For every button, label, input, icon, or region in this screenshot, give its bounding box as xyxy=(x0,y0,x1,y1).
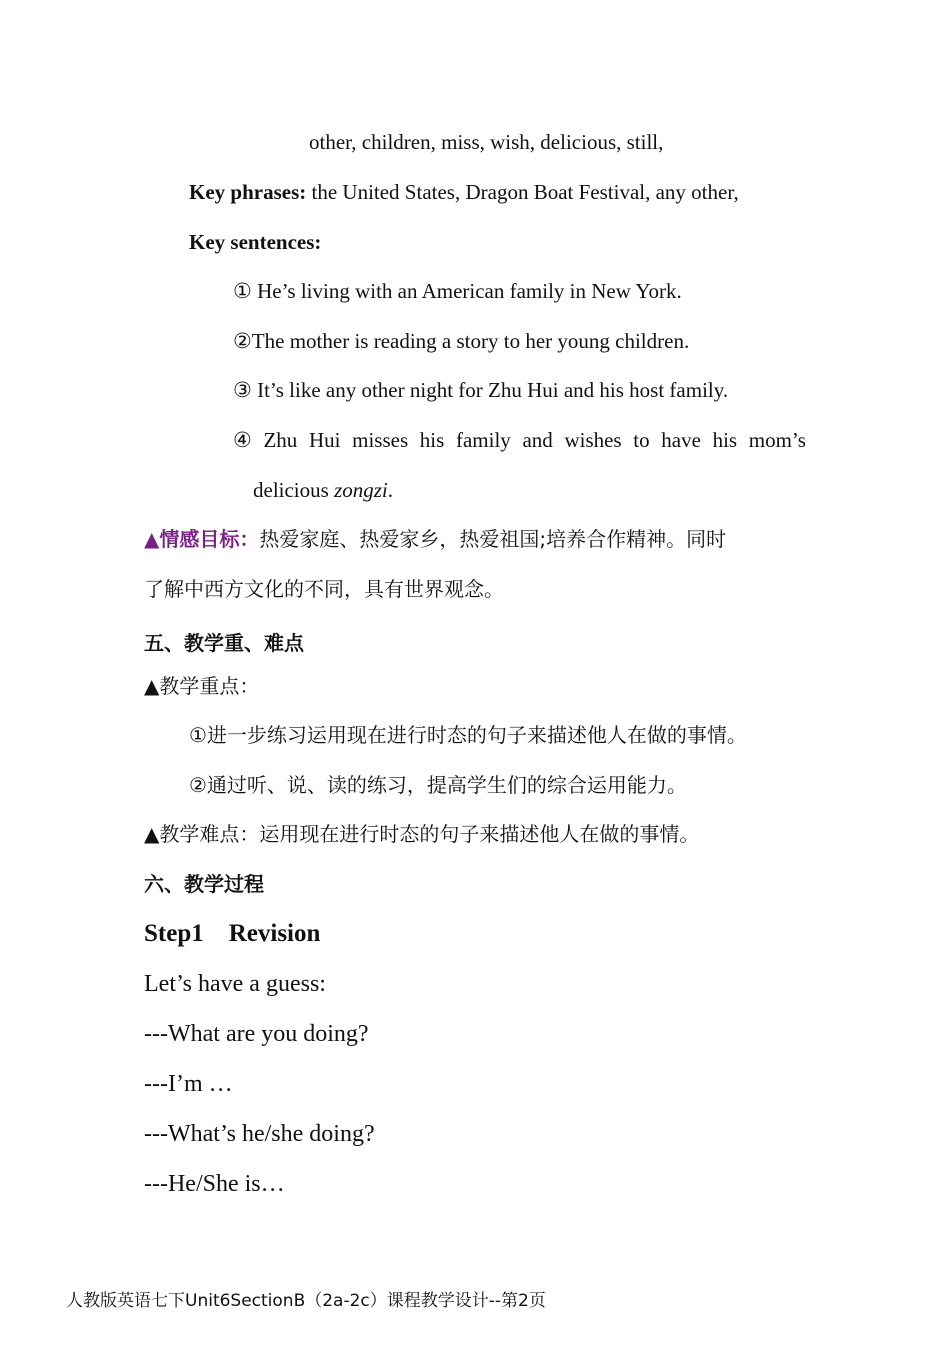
sentence-4-word: Zhu xyxy=(263,428,298,452)
affect-goal-text-1: 热爱家庭、热爱家乡，热爱祖国;培养合作精神。同时 xyxy=(259,527,727,551)
sentence-4-word: family xyxy=(455,428,511,452)
key-point-1: ①进一步练习运用现在进行时态的句子来描述他人在做的事情。 xyxy=(189,723,747,747)
sentence-4-cont-a: delicious xyxy=(253,478,335,502)
sentence-4-word: ④ xyxy=(233,428,252,452)
revision-line: ---What are you doing? xyxy=(144,1021,369,1047)
key-sentences-label: Key sentences: xyxy=(189,230,322,254)
sentence-4-cont-c: . xyxy=(387,478,394,502)
revision-line: ---I’m … xyxy=(144,1071,233,1097)
affect-goal-text-2: 了解中西方文化的不同，具有世界观念。 xyxy=(144,577,504,601)
key-phrases-label: Key phrases: xyxy=(189,180,307,204)
affect-goal xyxy=(144,525,726,553)
sentence-4-word: Hui xyxy=(308,428,341,452)
section-5-heading: 五、教学重、难点 xyxy=(144,631,304,655)
sentence-4-word: wishes xyxy=(564,428,622,452)
sentence-4-cont-b: zongzi xyxy=(334,478,388,502)
revision-line: ---He/She is… xyxy=(144,1171,285,1197)
sentence-4-word: have xyxy=(661,428,701,452)
sentence-1: ① He’s living with an American family in New York. xyxy=(233,279,682,303)
page-footer: 人教版英语七下Unit6SectionB（2a-2c）课程教学设计--第2页 xyxy=(66,1291,546,1311)
sentence-4-word: misses xyxy=(352,428,409,452)
key-phrases xyxy=(189,178,739,206)
sentence-3: ③ It’s like any other night for Zhu Hui and his host family. xyxy=(233,378,729,402)
section-6-heading: 六、教学过程 xyxy=(144,872,264,896)
sentence-4 xyxy=(233,426,806,454)
sentence-2: ②The mother is reading a story to her young children. xyxy=(233,329,690,353)
step-heading: Step1 Revision xyxy=(144,920,321,947)
sentence-4-word: and xyxy=(522,428,553,452)
sentence-4-word: his xyxy=(712,428,738,452)
revision-line: Let’s have a guess: xyxy=(144,971,326,997)
affect-goal-label: ▲情感目标： xyxy=(144,527,260,551)
sentence-4-continuation xyxy=(253,476,393,504)
sentence-4-word: to xyxy=(633,428,650,452)
sentence-4-word: mom’s xyxy=(748,428,806,452)
vocab-line: other, children, miss, wish, delicious, still, xyxy=(309,130,664,154)
key-phrases-text: the United States, Dragon Boat Festival, any other, xyxy=(306,180,739,204)
difficulty: ▲教学难点：运用现在进行时态的句子来描述他人在做的事情。 xyxy=(144,822,700,846)
sentence-4-word: his xyxy=(419,428,445,452)
revision-line: ---What’s he/she doing? xyxy=(144,1121,375,1147)
key-points-label: ▲教学重点： xyxy=(144,674,260,698)
key-point-2: ②通过听、说、读的练习，提高学生们的综合运用能力。 xyxy=(189,773,687,797)
